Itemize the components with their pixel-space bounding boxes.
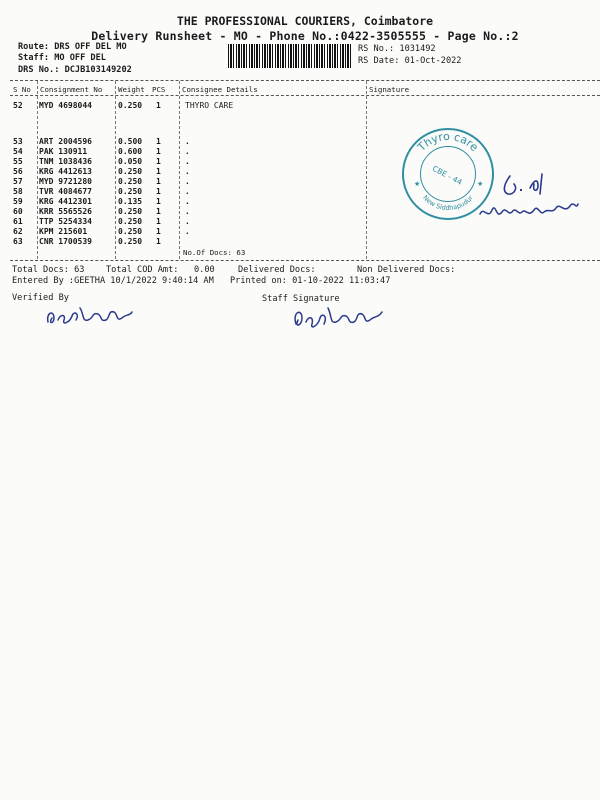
cell-consignment: KPM 215601	[39, 227, 88, 236]
stamp-top-text: Thyro care	[415, 129, 481, 154]
cell-consignment: TNM 1038436	[39, 157, 92, 166]
cell-pcs: 1	[156, 197, 161, 206]
cell-sno: 53	[13, 137, 23, 146]
cell-pcs: 1	[156, 137, 161, 146]
total-docs: Total Docs: 63	[12, 265, 85, 275]
cell-consignee: .	[185, 217, 190, 226]
col-header-weight: Weight	[118, 85, 145, 94]
company-title: THE PROFESSIONAL COURIERS, Coimbatore	[176, 14, 434, 28]
stamp-bottom-text: New Siddhapudur	[421, 193, 475, 213]
cell-consignee: THYRO CARE	[185, 101, 234, 110]
cell-weight: 0.250	[118, 237, 143, 246]
runsheet-subtitle: Delivery Runsheet - MO - Phone No.:0422-3505555 - Page No.:2	[91, 29, 519, 43]
cell-consignee: .	[185, 137, 190, 146]
cell-consignee: .	[185, 167, 190, 176]
cell-consignment: MYD 9721280	[39, 177, 92, 186]
rs-number: RS No.: 1031492	[358, 44, 436, 54]
cell-sno: 54	[13, 147, 23, 156]
stamp-center-text: CBE - 44	[430, 163, 464, 187]
cell-weight: 0.250	[118, 177, 143, 186]
cell-consignment: CNR 1700539	[39, 237, 92, 246]
cell-pcs: 1	[156, 187, 161, 196]
cell-weight: 0.050	[118, 157, 143, 166]
cell-consignee: .	[185, 177, 190, 186]
table-row	[0, 101, 600, 111]
cell-weight: 0.250	[118, 207, 143, 216]
verified-by-signature	[44, 300, 144, 330]
svg-text:★: ★	[477, 180, 484, 188]
staff-label: Staff: MO OFF DEL	[18, 53, 106, 63]
cell-pcs: 1	[156, 157, 161, 166]
cell-consignee: .	[185, 187, 190, 196]
cell-pcs: 1	[156, 101, 161, 110]
cell-sno: 62	[13, 227, 23, 236]
staff-signature	[290, 300, 390, 334]
cell-consignee: .	[185, 197, 190, 206]
col-header-sno: S No	[13, 85, 31, 94]
col-header-signature: Signature	[369, 85, 410, 94]
rs-date: RS Date: 01-Oct-2022	[358, 56, 462, 66]
cell-weight: 0.250	[118, 227, 143, 236]
cell-consignment: KRG 4412301	[39, 197, 92, 206]
cell-consignment: KRG 4412613	[39, 167, 92, 176]
cell-pcs: 1	[156, 177, 161, 186]
cell-consignee: .	[185, 227, 190, 236]
cell-consignment: ART 2004596	[39, 137, 92, 146]
cell-consignment: TVR 4084677	[39, 187, 92, 196]
cell-consignment: TTP 5254334	[39, 217, 92, 226]
header-rule-top	[10, 80, 600, 81]
no-of-docs: No.Of Docs: 63	[183, 248, 246, 257]
cell-weight: 0.250	[118, 167, 143, 176]
cell-consignment: MYD 4698044	[39, 101, 92, 110]
table-rule-bottom	[10, 260, 600, 261]
header-rule-bottom	[10, 95, 600, 96]
cell-weight: 0.250	[118, 101, 143, 110]
cell-sno: 52	[13, 101, 23, 110]
cell-weight: 0.600	[118, 147, 143, 156]
cell-pcs: 1	[156, 147, 161, 156]
cell-pcs: 1	[156, 237, 161, 246]
total-cod-label: Total COD Amt:	[106, 265, 179, 275]
cell-weight: 0.250	[118, 187, 143, 196]
col-header-consignment: Consignment No	[40, 85, 103, 94]
cell-weight: 0.250	[118, 217, 143, 226]
table-row	[0, 157, 600, 167]
cell-sno: 63	[13, 237, 23, 246]
cell-sno: 61	[13, 217, 23, 226]
cell-sno: 56	[13, 167, 23, 176]
table-row	[0, 137, 600, 147]
cell-consignment: KRR 5565526	[39, 207, 92, 216]
cell-pcs: 1	[156, 167, 161, 176]
drs-number: DRS No.: DCJB103149202	[18, 65, 132, 75]
receiver-signature	[478, 170, 588, 232]
cell-sno: 59	[13, 197, 23, 206]
verified-by-label: Verified By	[12, 293, 69, 303]
barcode	[228, 44, 352, 68]
cell-pcs: 1	[156, 207, 161, 216]
col-header-consignee: Consignee Details	[182, 85, 258, 94]
total-cod-value: 0.00	[194, 265, 215, 275]
cell-sno: 60	[13, 207, 23, 216]
printed-on: Printed on: 01-10-2022 11:03:47	[230, 276, 391, 286]
cell-weight: 0.500	[118, 137, 143, 146]
cell-consignee: .	[185, 157, 190, 166]
cell-weight: 0.135	[118, 197, 143, 206]
svg-text:★: ★	[414, 180, 421, 188]
table-row	[0, 147, 600, 157]
cell-pcs: 1	[156, 217, 161, 226]
cell-consignee: .	[185, 207, 190, 216]
cell-sno: 57	[13, 177, 23, 186]
col-header-pcs: PCS	[152, 85, 166, 94]
cell-pcs: 1	[156, 227, 161, 236]
cell-sno: 55	[13, 157, 23, 166]
delivered-docs: Delivered Docs:	[238, 265, 316, 275]
route-label: Route: DRS OFF DEL MO	[18, 42, 127, 52]
table-row	[0, 237, 600, 247]
non-delivered-docs: Non Delivered Docs:	[357, 265, 456, 275]
cell-consignee: .	[185, 147, 190, 156]
cell-sno: 58	[13, 187, 23, 196]
entered-by: Entered By :GEETHA 10/1/2022 9:40:14 AM	[12, 276, 214, 286]
staff-signature-label: Staff Signature	[262, 294, 340, 304]
cell-consignment: PAK 130911	[39, 147, 88, 156]
